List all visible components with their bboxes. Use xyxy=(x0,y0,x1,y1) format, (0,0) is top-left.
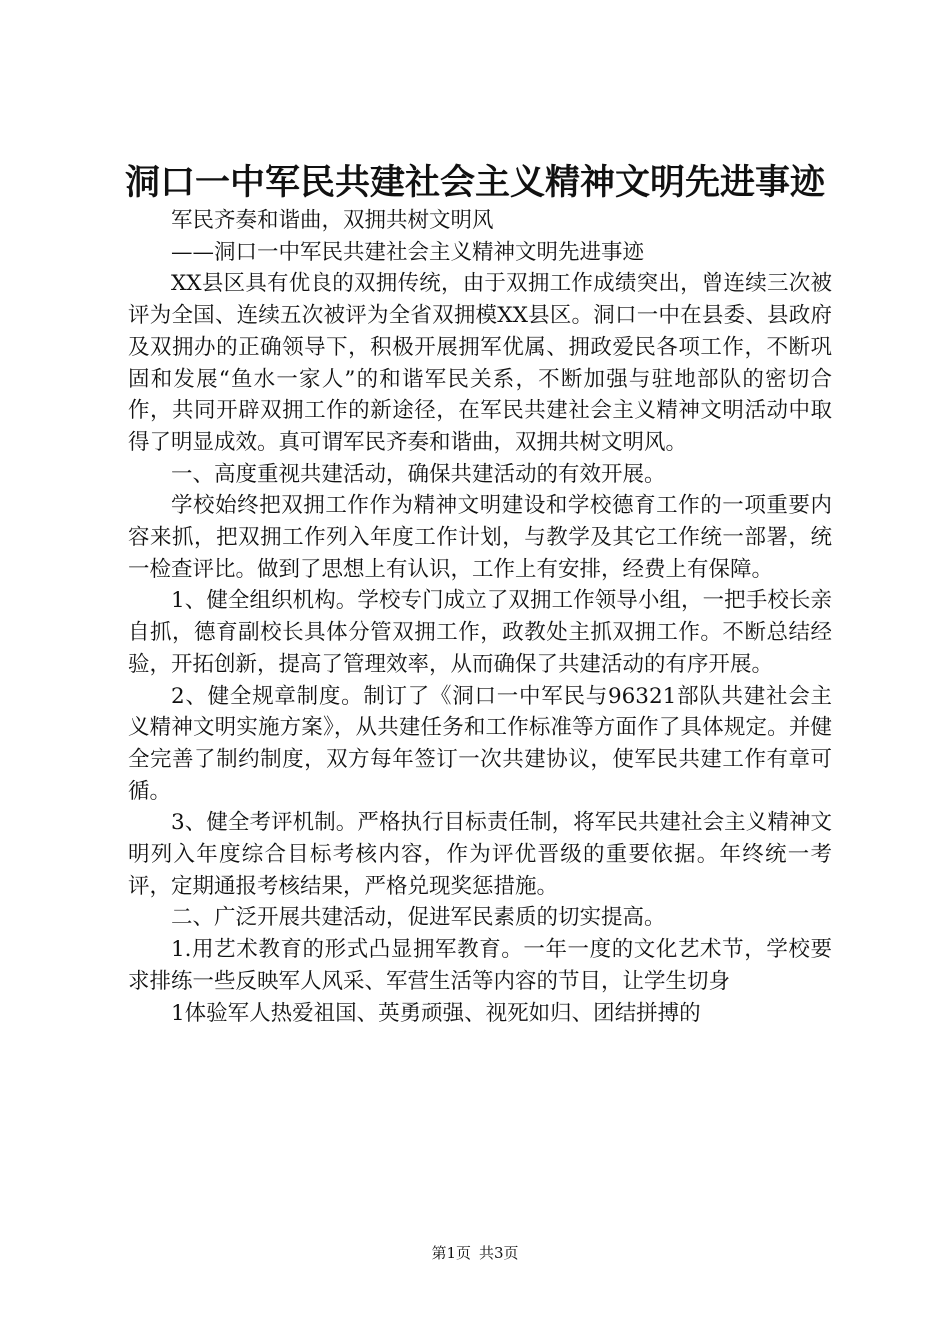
section-heading: 一、高度重视共建活动，确保共建活动的有效开展。 xyxy=(171,461,666,487)
body-paragraph: 3、健全考评机制。严格执行目标责任制，将军民共建社会主义精神文明列入年度综合目标考核内容，作为评优晋级的重要依据。年终统一考评，定期通报考核结果，严格兑现奖惩措施。 xyxy=(128,810,832,899)
body-paragraph: 1、健全组织机构。学校专门成立了双拥工作领导小组，一把手校长亲自抓，德育副校长具体分管双拥工作，政教处主抓双拥工作。不断总结经验，开拓创新，提高了管理效率，从而确保了共建活动的有序开展。 xyxy=(128,588,832,677)
body-paragraph: 1.用艺术教育的形式凸显拥军教育。一年一度的文化艺术节，学校要求排练一些反映军人风采、军营生活等内容的节目，让学生切身 xyxy=(128,937,832,994)
body-paragraph: XX县区具有优良的双拥传统，由于双拥工作成绩突出，曾连续三次被评为全国、连续五次被评为全省双拥模XX县区。洞口一中在县委、县政府及双拥办的正确领导下，积极开展拥军优属、拥政爱民各项工作，不断巩固和发展“鱼水一家人”的和谐军民关系，不断加强与驻地部队的密切合作，共同开辟双拥工作的新途径，在军民共建社会主义精神文明活动中取得了明显成效。真可谓军民齐奏和谐曲，双拥共树文明风。 xyxy=(128,271,832,455)
body-paragraph: 学校始终把双拥工作作为精神文明建设和学校德育工作的一项重要内容来抓，把双拥工作列入年度工作计划，与教学及其它工作统一部署，统一检查评比。做到了思想上有认识，工作上有安排，经费上有保障。 xyxy=(128,493,832,582)
page-total: 共3页 xyxy=(479,1244,519,1262)
section-heading: 二、广泛开展共建活动，促进军民素质的切实提高。 xyxy=(171,905,666,931)
body-paragraph: 2、健全规章制度。制订了《洞口一中军民与96321部队共建社会主义精神文明实施方案》，从共建任务和工作标准等方面作了具体规定。并健全完善了制约制度，双方每年签订一次共建协议，使军民共建工作有章可循。 xyxy=(128,683,832,804)
subtitle-line: ——洞口一中军民共建社会主义精神文明先进事迹 xyxy=(171,239,645,265)
page-footer xyxy=(0,1243,950,1263)
body-paragraph: 1体验军人热爱祖国、英勇顽强、视死如归、团结拼搏的 xyxy=(171,1000,701,1026)
page-number: 第1页 xyxy=(431,1244,471,1262)
subtitle-line: 军民齐奏和谐曲，双拥共树文明风 xyxy=(171,208,494,233)
document-body xyxy=(128,205,832,1029)
document-title: 洞口一中军民共建社会主义精神文明先进事迹 xyxy=(124,162,825,203)
